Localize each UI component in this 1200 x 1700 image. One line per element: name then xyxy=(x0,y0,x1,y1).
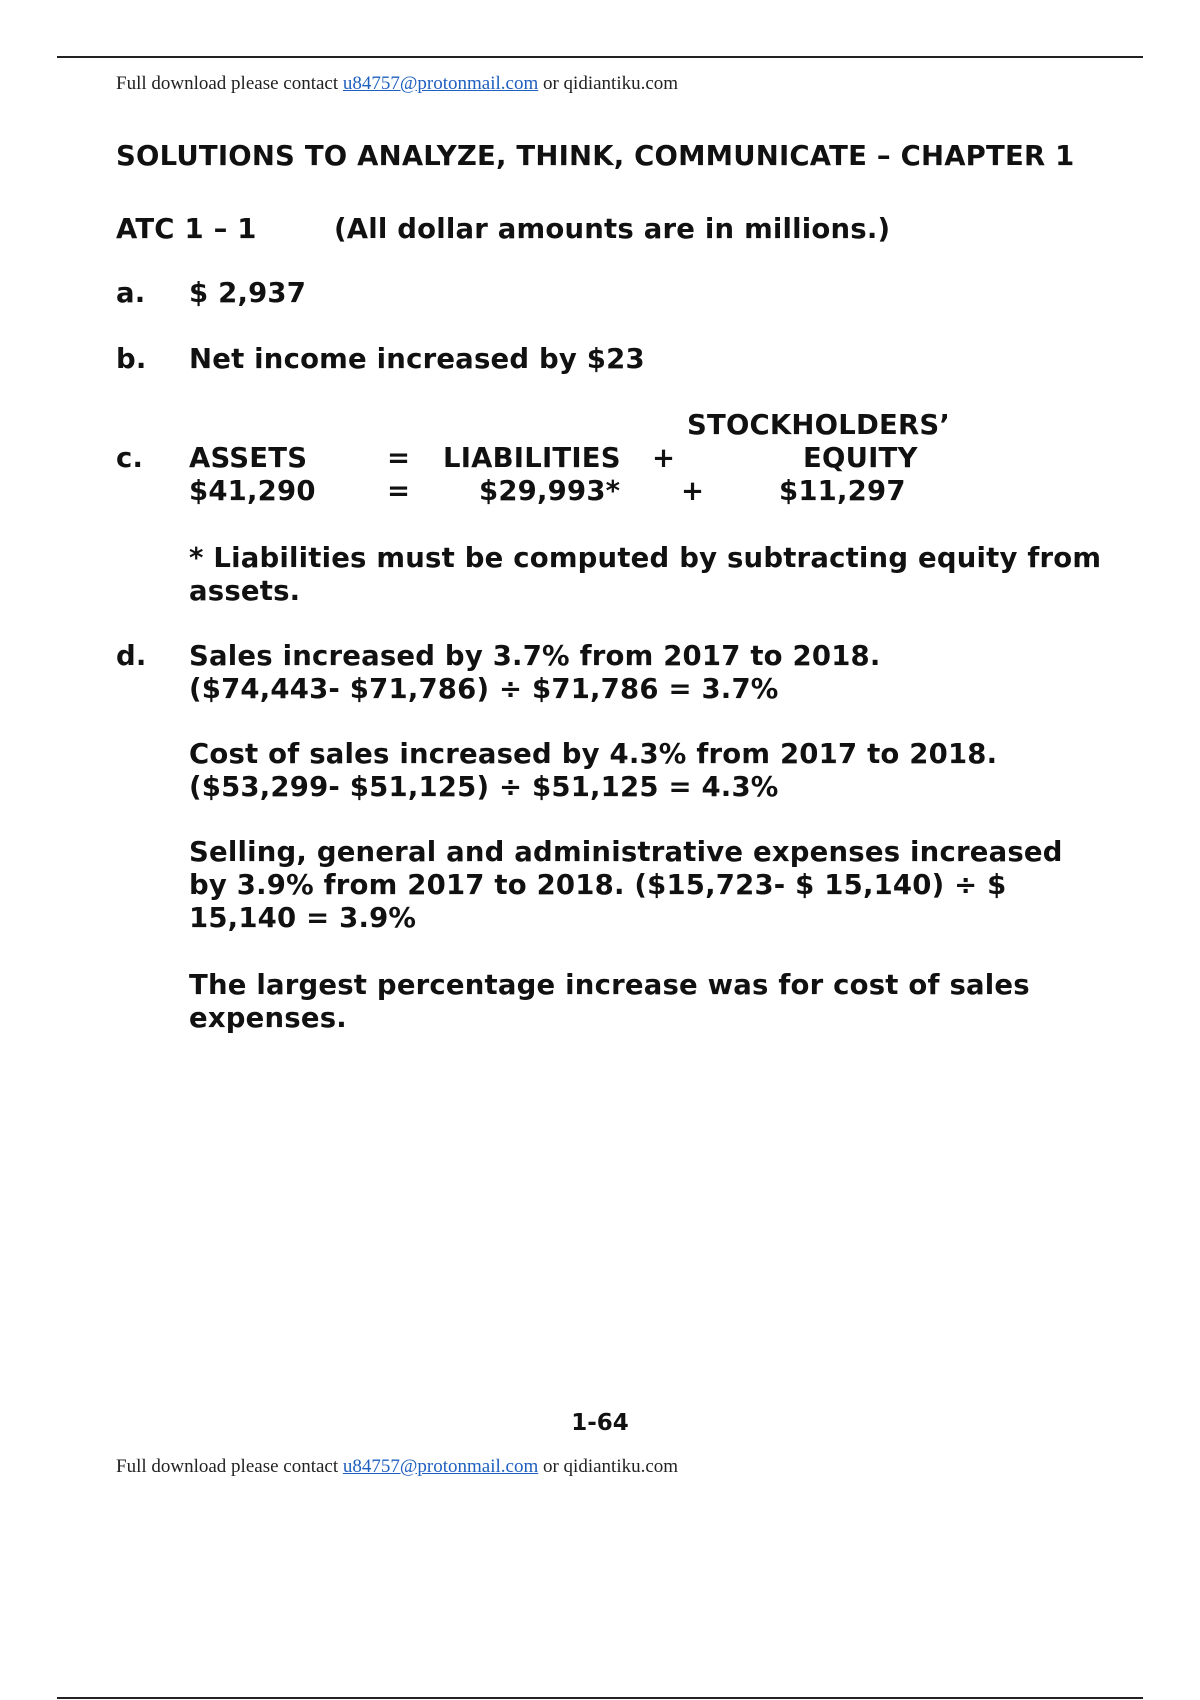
cost-increase-text: Cost of sales increased by 4.3% from 2017 to 2018. xyxy=(189,738,998,770)
equity-header-line2: EQUITY xyxy=(803,442,918,474)
contact-email-link[interactable]: u84757@protonmail.com xyxy=(342,73,539,94)
atc-note: (All dollar amounts are in millions.) xyxy=(334,213,891,245)
bottom-rule xyxy=(57,1697,1143,1699)
atc-label: ATC 1 – 1 xyxy=(116,213,257,245)
item-a-letter: a. xyxy=(116,277,146,309)
top-rule xyxy=(57,56,1143,58)
contact-suffix: or qidiantiku.com xyxy=(538,1456,679,1477)
item-d-letter: d. xyxy=(116,640,147,672)
contact-prefix: Full download please contact xyxy=(116,73,343,94)
item-c-letter: c. xyxy=(116,442,144,474)
assets-value: $41,290 xyxy=(189,475,316,507)
sga-increase-text: Selling, general and administrative expenses increased by 3.9% from 2017 to 2018. ($15,723- $ 15,140) ÷ $ 15,140 = 3.9% xyxy=(189,836,1063,934)
item-a-value: $ 2,937 xyxy=(189,277,307,309)
equity-value: $11,297 xyxy=(779,475,906,507)
footer-contact-line xyxy=(116,1456,678,1478)
item-b-letter: b. xyxy=(116,343,147,375)
plus-sign-values: + xyxy=(681,475,705,507)
sales-increase-calc: ($74,443- $71,786) ÷ $71,786 = 3.7% xyxy=(189,673,779,705)
liabilities-header: LIABILITIES xyxy=(443,442,621,474)
contact-email-link[interactable]: u84757@protonmail.com xyxy=(342,1456,539,1477)
liabilities-footnote: * Liabilities must be computed by subtracting equity from assets. xyxy=(189,542,1102,607)
item-b-text: Net income increased by $23 xyxy=(189,343,645,375)
equity-header-line1: STOCKHOLDERS’ xyxy=(687,409,950,441)
equals-sign-header: = xyxy=(387,442,411,474)
contact-prefix: Full download please contact xyxy=(116,1456,343,1477)
cost-increase-calc: ($53,299- $51,125) ÷ $51,125 = 4.3% xyxy=(189,771,779,803)
sales-increase-text: Sales increased by 3.7% from 2017 to 2018. xyxy=(189,640,881,672)
contact-suffix: or qidiantiku.com xyxy=(538,73,679,94)
page-title: SOLUTIONS TO ANALYZE, THINK, COMMUNICATE – CHAPTER 1 xyxy=(116,140,1075,172)
equals-sign-values: = xyxy=(387,475,411,507)
assets-header: ASSETS xyxy=(189,442,308,474)
header-contact-line xyxy=(116,73,678,95)
plus-sign-header: + xyxy=(652,442,676,474)
liabilities-value: $29,993* xyxy=(479,475,621,507)
conclusion-text: The largest percentage increase was for cost of sales expenses. xyxy=(189,969,1030,1034)
page-number: 1-64 xyxy=(571,1410,629,1436)
